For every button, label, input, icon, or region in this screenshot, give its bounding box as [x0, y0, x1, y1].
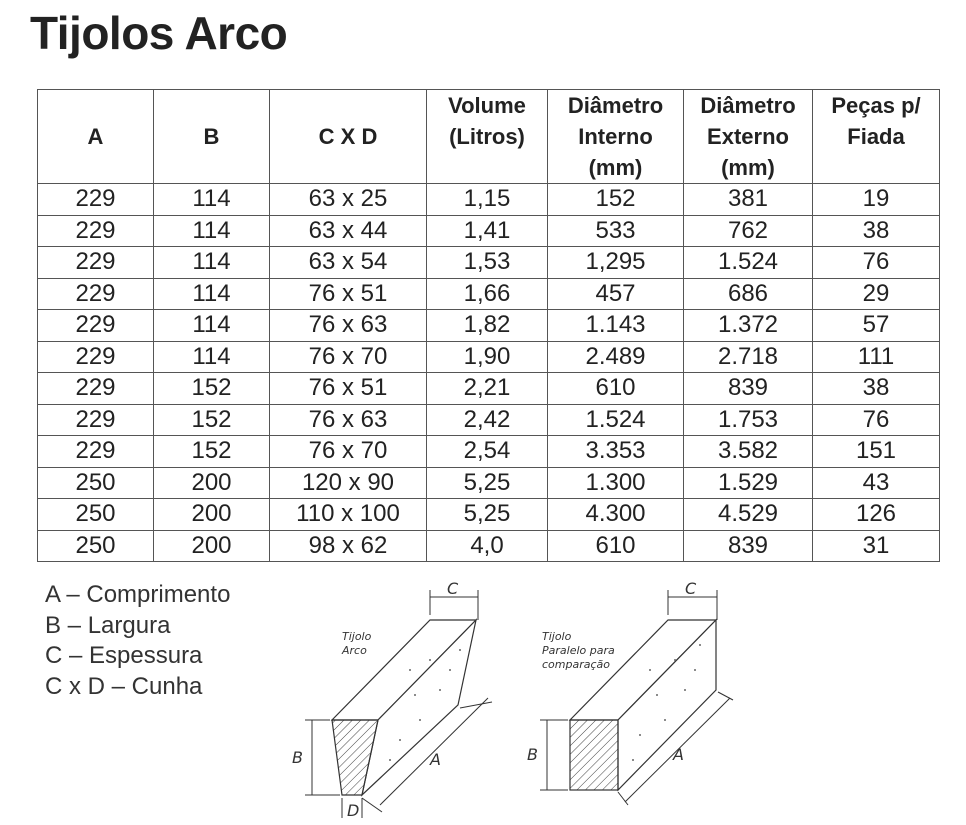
table-cell: 4.529 — [684, 499, 813, 531]
table-cell: 2,54 — [427, 436, 548, 468]
column-header-line: Diâmetro — [700, 93, 796, 118]
table-cell: 152 — [154, 373, 270, 405]
table-cell: 229 — [38, 404, 154, 436]
table-cell: 114 — [154, 278, 270, 310]
parallel-caption-line3: comparação — [542, 658, 610, 671]
column-header — [684, 90, 813, 184]
parallel-caption-line2: Paralelo para — [542, 644, 615, 657]
column-header — [270, 90, 427, 184]
table-cell: 1,295 — [548, 247, 684, 279]
column-header — [427, 90, 548, 184]
table-cell: 1,53 — [427, 247, 548, 279]
table-cell: 114 — [154, 184, 270, 216]
table-cell: 1.753 — [684, 404, 813, 436]
table-cell: 76 x 70 — [270, 436, 427, 468]
column-header-line: B — [203, 124, 220, 149]
table-cell: 200 — [154, 499, 270, 531]
table-row — [38, 404, 940, 436]
legend-item-a: A – Comprimento — [45, 581, 231, 608]
table-cell: 152 — [154, 404, 270, 436]
table-row — [38, 184, 940, 216]
table-cell: 229 — [38, 184, 154, 216]
table-cell: 19 — [813, 184, 940, 216]
parallel-caption-line1: Tijolo — [542, 630, 572, 643]
table-cell: 76 x 51 — [270, 373, 427, 405]
table-row — [38, 499, 940, 531]
table-cell: 229 — [38, 215, 154, 247]
column-header-line: A — [87, 124, 104, 149]
table-cell: 76 — [813, 247, 940, 279]
column-header-line: Fiada — [847, 124, 905, 149]
table-cell: 31 — [813, 530, 940, 562]
table-cell: 250 — [38, 530, 154, 562]
table-cell: 229 — [38, 278, 154, 310]
table-cell: 457 — [548, 278, 684, 310]
table-cell: 57 — [813, 310, 940, 342]
table-cell: 98 x 62 — [270, 530, 427, 562]
table-cell: 229 — [38, 341, 154, 373]
table-cell: 762 — [684, 215, 813, 247]
table-cell: 4.300 — [548, 499, 684, 531]
table-cell: 1,66 — [427, 278, 548, 310]
table-cell: 114 — [154, 341, 270, 373]
column-header-line: Interno — [578, 124, 653, 149]
table-cell: 2.489 — [548, 341, 684, 373]
table-cell: 3.353 — [548, 436, 684, 468]
table-cell: 38 — [813, 215, 940, 247]
table-cell: 1.300 — [548, 467, 684, 499]
table-cell: 5,25 — [427, 467, 548, 499]
arch-label-d: D — [347, 801, 360, 820]
table-cell: 686 — [684, 278, 813, 310]
column-header — [38, 90, 154, 184]
page-title: Tijolos Arco — [30, 7, 288, 59]
column-header-line: (mm) — [721, 155, 775, 180]
table-cell: 1.529 — [684, 467, 813, 499]
table-cell: 2.718 — [684, 341, 813, 373]
table-header — [38, 90, 940, 184]
table-cell: 114 — [154, 310, 270, 342]
legend — [45, 580, 230, 702]
table-cell: 200 — [154, 530, 270, 562]
table-cell: 38 — [813, 373, 940, 405]
table-cell: 110 x 100 — [270, 499, 427, 531]
arch-label-b: B — [292, 748, 303, 767]
legend-item-c: C – Espessura — [45, 642, 203, 669]
table-cell: 839 — [684, 373, 813, 405]
table-cell: 63 x 44 — [270, 215, 427, 247]
table-cell: 29 — [813, 278, 940, 310]
table-cell: 200 — [154, 467, 270, 499]
table-cell: 152 — [548, 184, 684, 216]
parallel-label-b: B — [527, 745, 538, 764]
table-cell: 126 — [813, 499, 940, 531]
table-cell: 114 — [154, 247, 270, 279]
table-cell: 839 — [684, 530, 813, 562]
table-row — [38, 436, 940, 468]
parallel-label-a: A — [673, 745, 684, 764]
column-header — [813, 90, 940, 184]
table-cell: 63 x 54 — [270, 247, 427, 279]
table-cell: 120 x 90 — [270, 467, 427, 499]
arch-label-a: A — [430, 750, 441, 769]
table-cell: 111 — [813, 341, 940, 373]
table-cell: 610 — [548, 373, 684, 405]
table-cell: 4,0 — [427, 530, 548, 562]
table-body — [38, 184, 940, 562]
column-header-line: (mm) — [588, 155, 643, 180]
table-row — [38, 215, 940, 247]
table-row — [38, 341, 940, 373]
table-cell: 1.143 — [548, 310, 684, 342]
table-cell: 1,90 — [427, 341, 548, 373]
column-header-line: Diâmetro — [567, 93, 664, 118]
table-cell: 1,15 — [427, 184, 548, 216]
table-cell: 76 x 51 — [270, 278, 427, 310]
table-cell: 152 — [154, 436, 270, 468]
parallel-label-c: C — [685, 579, 697, 598]
column-header-line: (Litros) — [449, 124, 525, 149]
table-cell: 76 — [813, 404, 940, 436]
table-cell: 43 — [813, 467, 940, 499]
table-cell: 2,42 — [427, 404, 548, 436]
brick-spec-table — [37, 89, 940, 562]
arch-brick-diagram — [290, 570, 520, 820]
column-header-line: Peças p/ — [831, 93, 921, 118]
table-row — [38, 278, 940, 310]
table-cell: 76 x 63 — [270, 310, 427, 342]
table-cell: 2,21 — [427, 373, 548, 405]
table-cell: 229 — [38, 373, 154, 405]
table-cell: 1.524 — [548, 404, 684, 436]
table-cell: 610 — [548, 530, 684, 562]
table-cell: 151 — [813, 436, 940, 468]
parallel-brick-diagram — [525, 570, 755, 820]
column-header-line: C X D — [318, 124, 378, 149]
arch-caption-line1: Tijolo — [342, 630, 372, 643]
table-cell: 1,41 — [427, 215, 548, 247]
table-cell: 229 — [38, 247, 154, 279]
table-cell: 381 — [684, 184, 813, 216]
table-row — [38, 467, 940, 499]
table-cell: 76 x 70 — [270, 341, 427, 373]
table-cell: 1,82 — [427, 310, 548, 342]
table-cell: 1.524 — [684, 247, 813, 279]
column-header-line: Volume — [448, 93, 526, 118]
column-header-line: Externo — [707, 124, 789, 149]
arch-label-c: C — [447, 579, 459, 598]
table-row — [38, 530, 940, 562]
table-cell: 250 — [38, 499, 154, 531]
table-row — [38, 373, 940, 405]
table-cell: 533 — [548, 215, 684, 247]
table-row — [38, 310, 940, 342]
header-row — [38, 90, 940, 184]
column-header — [154, 90, 270, 184]
table-cell: 229 — [38, 436, 154, 468]
table-row — [38, 247, 940, 279]
table-cell: 1.372 — [684, 310, 813, 342]
table-cell: 63 x 25 — [270, 184, 427, 216]
legend-item-cxd: C x D – Cunha — [45, 672, 203, 700]
table-cell: 3.582 — [684, 436, 813, 468]
table-cell: 250 — [38, 467, 154, 499]
table-cell: 5,25 — [427, 499, 548, 531]
arch-caption-line2: Arco — [342, 644, 367, 657]
column-header — [548, 90, 684, 184]
table-cell: 114 — [154, 215, 270, 247]
table-cell: 76 x 63 — [270, 404, 427, 436]
legend-item-b: B – Largura — [45, 611, 171, 639]
table-cell: 229 — [38, 310, 154, 342]
